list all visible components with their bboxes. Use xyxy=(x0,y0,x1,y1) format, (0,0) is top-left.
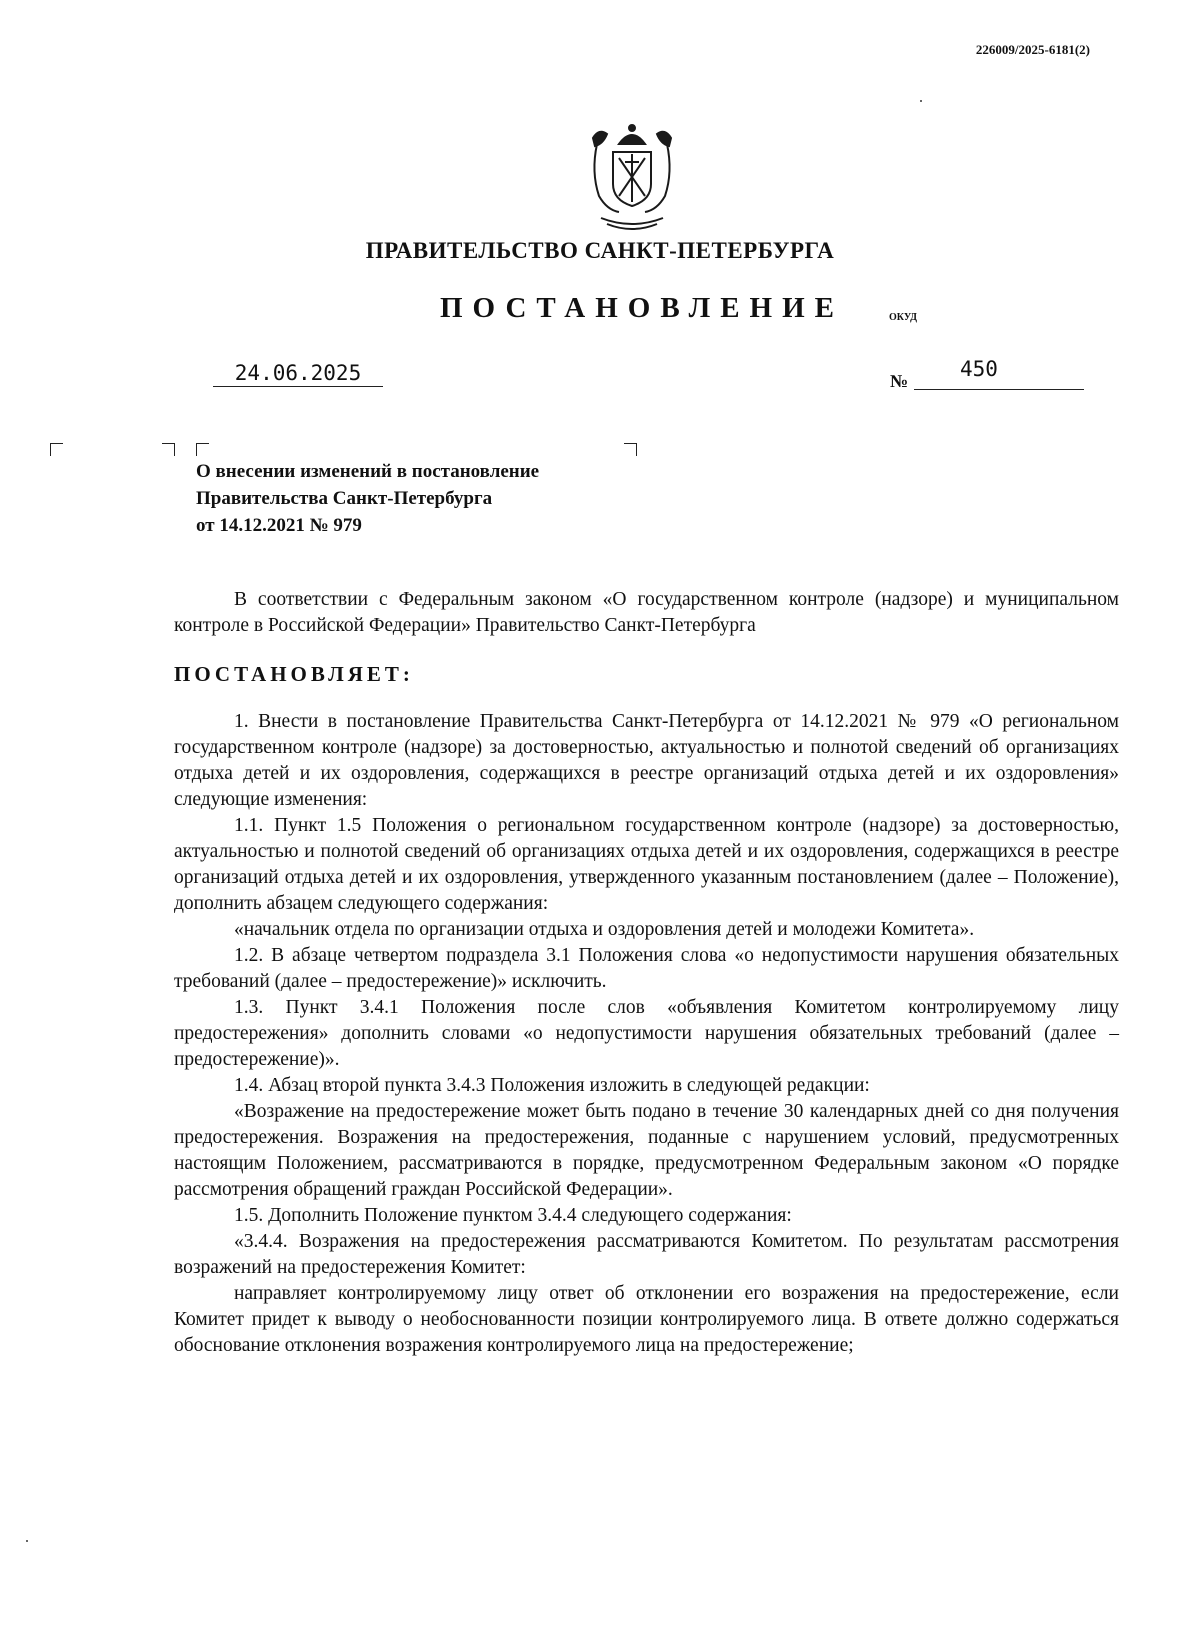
subject-line-1: О внесении изменений в постановление xyxy=(196,461,540,482)
corner-mark-left xyxy=(50,443,63,456)
document-subject xyxy=(196,458,539,539)
registration-number: 226009/2025-6181(2) xyxy=(975,42,1090,57)
paragraph-1-5-quote: «3.4.4. Возражения на предостережения рассматриваются Комитетом. По результатам рассмотрения возражений на предостережения Комитет: xyxy=(174,1231,1119,1278)
corner-mark-right xyxy=(624,443,637,456)
document-number: 450 xyxy=(960,357,998,381)
number-sign: № xyxy=(890,371,909,391)
paragraph-1-2: 1.2. В абзаце четвертом подраздела 3.1 Положения слова «о недопустимости нарушения обязательных требований (далее – предостережение)» исключить. xyxy=(174,945,1119,992)
coat-of-arms-emblem xyxy=(589,122,675,234)
okud-label: ОКУД xyxy=(889,312,918,323)
paragraph-1-4: 1.4. Абзац второй пункта 3.4.3 Положения изложить в следующей редакции: xyxy=(234,1075,870,1096)
number-underline xyxy=(914,389,1084,390)
government-title: ПРАВИТЕЛЬСТВО САНКТ-ПЕТЕРБУРГА xyxy=(365,238,835,263)
document-body xyxy=(174,587,1119,1359)
subject-line-2: Правительства Санкт-Петербурга xyxy=(196,488,493,509)
paragraph-1-5: 1.5. Дополнить Положение пунктом 3.4.4 следующего содержания: xyxy=(234,1205,792,1226)
corner-mark-subject-left xyxy=(162,443,175,456)
paragraph-1-1-quote: «начальник отдела по организации отдыха и оздоровления детей и молодежи Комитета». xyxy=(234,919,975,940)
paragraph-1-3: 1.3. Пункт 3.4.1 Положения после слов «объявления Комитетом контролируемому лицу предостережения» дополнить словами «о недопустимости нарушения обязательных требований (далее – предостережение)». xyxy=(174,997,1119,1070)
paragraph-1-5-item: направляет контролируемому лицу ответ об отклонении его возражения на предостережение, если Комитет придет к выводу о необоснованности позиции контролируемого лица. В ответе должно содержаться обоснование отклонения возражения контролируемого лица на предостережение; xyxy=(174,1283,1119,1356)
paragraph-1-4-quote: «Возражение на предостережение может быть подано в течение 30 календарных дней со дня получения предостережения. Возражения на предостережения, поданные с нарушением условий, предусмотренных настоящим Положением, рассматриваются в порядке, предусмотренном Федеральным законом «О порядке рассмотрения обращений граждан Российской Федерации». xyxy=(174,1101,1119,1200)
paragraph-1: 1. Внести в постановление Правительства Санкт-Петербурга от 14.12.2021 № 979 «О региональном государственном контроле (надзоре) за достоверностью, актуальностью и полнотой сведений об организациях отдыха детей и их оздоровления, содержащихся в реестре организаций отдыха детей и их оздоровления» следующие изменения: xyxy=(174,711,1119,810)
scan-speck xyxy=(920,100,922,102)
corner-mark-subject-right xyxy=(196,443,209,456)
document-date: 24.06.2025 xyxy=(213,361,383,387)
preamble: В соответствии с Федеральным законом «О государственном контроле (надзоре) и муниципальном контроле в Российской Федерации» Правительство Санкт-Петербурга xyxy=(174,589,1119,636)
subject-line-3: от 14.12.2021 № 979 xyxy=(196,515,362,536)
paragraph-1-1: 1.1. Пункт 1.5 Положения о региональном государственном контроле (надзоре) за достоверностью, актуальностью и полнотой сведений об организациях отдыха детей и их оздоровления, содержащихся в реестре организаций отдыха детей и их оздоровления, утвержденного указанным постановлением (далее – Положение), дополнить абзацем следующего содержания: xyxy=(174,815,1119,914)
decree-word: ПОСТАНОВЛЯЕТ: xyxy=(174,662,414,686)
document-type: ПОСТАНОВЛЕНИЕ xyxy=(440,292,845,324)
scan-speck xyxy=(26,1540,28,1542)
